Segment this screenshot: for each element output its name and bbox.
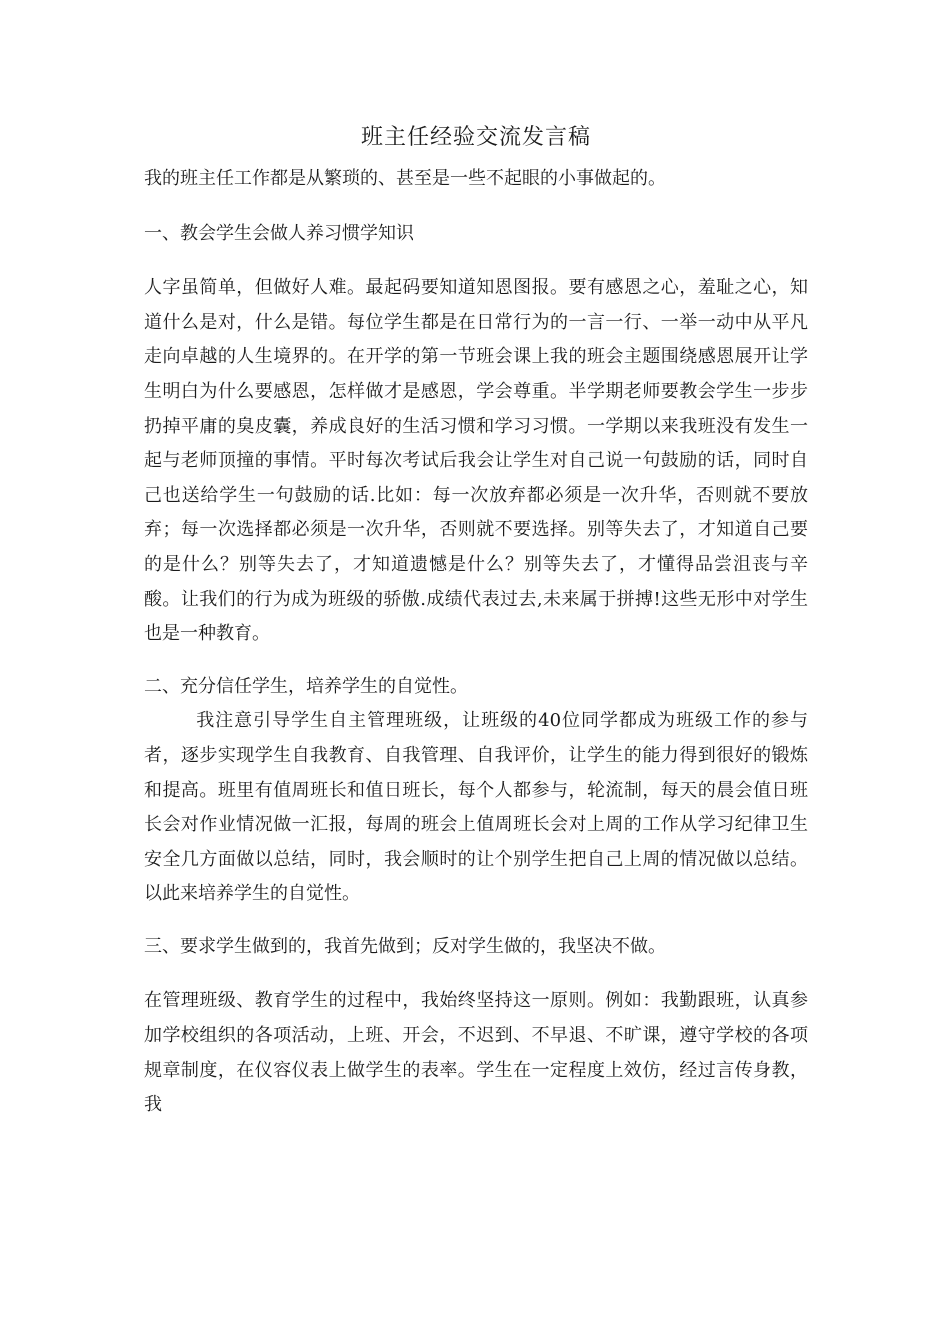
intro-paragraph: 我的班主任工作都是从繁琐的、甚至是一些不起眼的小事做起的。 [144,168,666,189]
section-1-paragraph: 人字虽简单，但做好人难。最起码要知道知恩图报。要有感恩之心，羞耻之心，知道什么是对，什么是错。每位学生都是在日常行为的一言一行、一举一动中从平凡走向卓越的人生境界的。在开学的第一节班会课上我的班会主题围绕感恩展开让学生明白为什么要感恩，怎样做才是感恩，学会尊重。半学期老师要教会学生一步步扔掉平庸的臭皮囊，养成良好的生活习惯和学习习惯。一学期以来我班没有发生一起与老师顶撞的事情。平时每次考试后我会让学生对自己说一句鼓励的话，同时自己也送给学生一句鼓励的话.比如：每一次放弃都必须是一次升华，否则就不要放弃；每一次选择都必须是一次升华，否则就不要选择。别等失去了，才知道自己要的是什么？别等失去了，才知道遗憾是什么？别等失去了，才懂得品尝沮丧与辛酸。让我们的行为成为班级的骄傲.成绩代表过去,未来属于拼搏!这些无形中对学生也是一种教育。 [144,277,808,645]
document-body [144,118,808,1123]
section-heading-1: 一、教会学生会做人养习惯学知识 [144,222,414,244]
document-title: 班主任经验交流发言稿 [360,125,591,150]
section-2-paragraph: 我注意引导学生自主管理班级，让班级的40位同学都成为班级工作的参与者，逐步实现学生自我教育、自我管理、自我评价，让学生的能力得到很好的锻炼和提高。班里有值周班长和值日班长，每个人都参与，轮流制，每天的晨会值日班长会对作业情况做一汇报，每周的班会上值周班长会对上周的工作从学习纪律卫生安全几方面做以总结，同时，我会顺时的让个别学生把自己上周的情况做以总结。以此来培养学生的自觉性。 [144,710,808,905]
section-heading-3: 三、要求学生做到的，我首先做到；反对学生做的，我坚决不做。 [144,935,666,957]
section-3-paragraph: 在管理班级、教育学生的过程中，我始终坚持这一原则。例如：我勤跟班，认真参加学校组织的各项活动，上班、开会，不迟到、不早退、不旷课，遵守学校的各项规章制度，在仪容仪表上做学生的表率。学生在一定程度上效仿，经过言传身教，我 [144,990,808,1116]
section-heading-2: 二、充分信任学生，培养学生的自觉性。 [144,675,468,697]
